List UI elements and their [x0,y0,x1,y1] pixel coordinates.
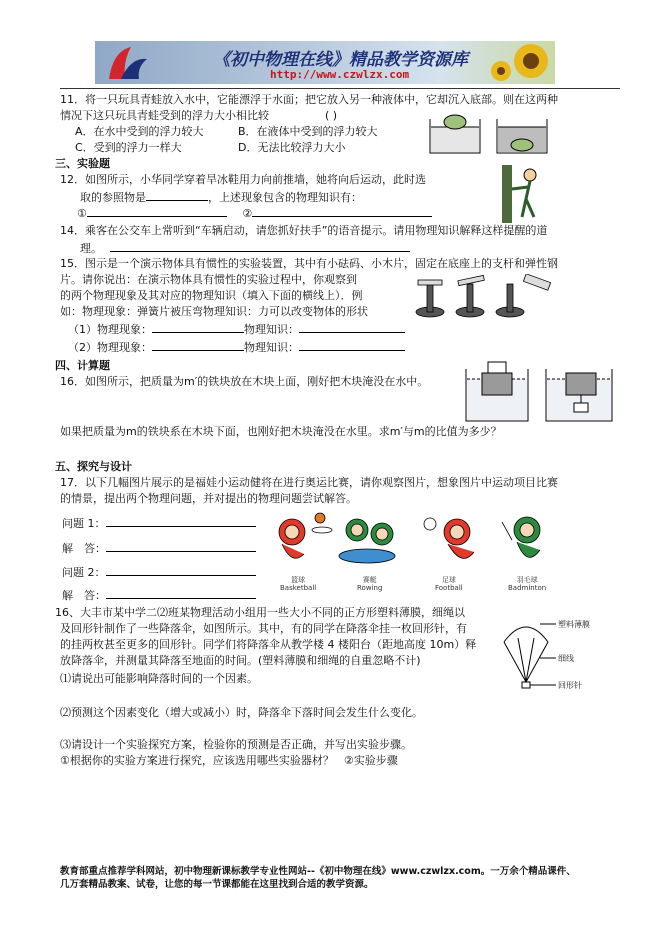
sport-badminton-en: Badminton [508,584,547,592]
q15-line4: 如：物理现象：弹簧片被压弯物理知识：力可以改变物体的形状 [60,305,368,318]
q12-line2 [80,189,362,205]
q11-line2: 情况下这只玩具青蛙受到的浮力大小相比较 [60,109,269,122]
sport-label-football [435,576,463,592]
section-4-title: 四、计算题 [55,359,110,372]
q15-row1-knowledge-blank[interactable] [299,321,405,333]
q16-line1: 16．如图所示，把质量为m′的铁块放在木块上面，刚好把木块淹没在水中。 [60,375,429,388]
q16-line2: 如果把质量为m的铁块系在木块下面，也刚好把木块淹没在水里。求m′与m的比值为多少？ [60,425,502,438]
section-3-title: 三、实验题 [55,157,110,170]
q15-line1: 15．图示是一个演示物体具有惯性的实验装置，其中有小砝码、小木片，固定在底座上的支杆和弹性钢 [60,257,558,270]
q16b-step-2: ⑵预测这个因素变化（增大或减小）时，降落伞下落时间会发生什么变化。 [60,706,423,719]
q11-paren: ( ) [325,109,338,122]
q17-line1: 17．以下几幅图片展示的是福娃小运动健将在进行奥运比赛，请你观察图片，想象图片中运动项目比赛 [60,476,558,489]
q16b-line1: 16、大丰市某中学二⑵班某物理活动小组用一些大小不同的正方形塑料薄膜，细绳以 [55,606,465,619]
sport-badminton-cn: 羽毛球 [516,576,538,584]
sport-label-rowing [357,576,382,592]
q12-line2-prefix: 取的参照物是 [80,191,146,204]
q16b-line2: 及回形针制作了一些降落伞，如图所示。其中，有的同学在降落伞挂一枚回形针，有 [60,622,467,635]
q17-answer-1-label: 解 答： [62,542,106,555]
q14-line2 [80,240,410,256]
q16b-step-4a: ①根据你的实验方案进行探究，应该选用哪些实验器材？ [60,754,334,767]
inertia-apparatus-figure [412,274,562,318]
section-5-title: 五、探究与设计 [55,460,132,473]
q17-answer-2 [62,587,256,603]
q17-question-1-label: 问题 1： [62,517,106,530]
q12-answer-line [77,205,432,221]
q12-answer-blank[interactable] [146,189,208,201]
q16b-step-3: ⑶请设计一个实验探究方案，检验你的预测是否正确，并写出实验步骤。 [60,738,412,751]
parachute-label-clip: 回形针 [558,681,582,690]
q17-line2: 的情景，提出两个物理问题，并对提出的物理问题尝试解答。 [60,492,357,505]
q12-blank-1[interactable] [87,205,227,217]
sport-label-basketball [280,576,316,592]
q12-line1: 12．如图所示，小华同学穿着旱冰鞋用力向前推墙，她将向后运动，此时选 [60,173,426,186]
q15-row-1 [68,321,405,337]
q12-circle-1: ① [77,207,87,220]
q16b-step-4 [60,754,398,768]
q17-answer-1 [62,540,256,556]
q15-row2-knowledge-label: 物理知识： [244,341,299,354]
q12-blank-2[interactable] [252,205,432,217]
header-rule [60,88,620,89]
q15-row1-phenomenon-label: （1）物理现象： [68,323,152,336]
footer-line1: 教育部重点推荐学科网站，初中物理新课标教学专业性网站--《初中物理在线》www.czwlzx.com。一万余个精品课件、 [60,866,576,877]
q17-answer-1-blank[interactable] [106,540,256,552]
q14-line1: 14．乘客在公交车上常听到“车辆启动，请您抓好扶手”的语音提示。请用物理知识解释这样提醒的道 [60,224,548,237]
q15-row1-phenomenon-blank[interactable] [152,321,244,333]
q15-line2: 片。请你说出：在演示物体具有惯性的实验过程中，你观察到 [60,273,357,286]
q12-line2-suffix: ，上述现象包含的物理知识有： [208,191,362,204]
q16b-line4: 放降落伞，并测量其降落至地面的时间。(塑料薄膜和细绳的自重忽略不计) [60,654,421,667]
q15-row2-phenomenon-label: （2）物理现象： [68,341,152,354]
frog-beakers-figure [425,107,550,155]
q12-circle-2: ② [242,207,253,220]
q15-row-2 [68,339,405,355]
sport-basketball-cn: 篮球 [291,576,306,584]
q17-answer-2-blank[interactable] [106,587,256,599]
page-footer [60,865,620,891]
q17-question-2-blank[interactable] [106,564,256,576]
site-logo-icon [101,43,151,83]
q17-question-2 [62,564,256,580]
q15-row2-phenomenon-blank[interactable] [152,339,244,351]
q17-question-1-blank[interactable] [106,515,256,527]
wood-iron-water-figure [462,359,622,423]
q15-line3: 的两个物理现象及其对应的物理知识（填入下面的横线上）．例 [60,289,363,302]
sunflower-icon [491,41,555,84]
q14-answer-blank[interactable] [110,240,410,252]
q11-option-a: A．在水中受到的浮力较大 [75,125,204,138]
sport-rowing-en: Rowing [357,584,383,592]
sport-basketball-en: Basketball [280,584,317,592]
q11-option-b: B．在液体中受到的浮力较大 [238,125,378,138]
parachute-figure [496,612,616,698]
sport-football-en: Football [435,584,463,592]
sport-label-badminton [508,576,546,592]
sport-football-cn: 足球 [441,576,456,584]
skater-pushing-wall-figure [500,165,548,223]
q17-answer-2-label: 解 答： [62,589,106,602]
banner-title: 《初中物理在线》精品教学资源库 [213,50,468,70]
q17-question-2-label: 问题 2： [62,566,106,579]
q15-row2-knowledge-blank[interactable] [299,339,405,351]
q16b-line3: 的挂两枚甚至更多的回形针。同学们将降落伞从教学楼 4 楼阳台（距地高度 10m）释 [60,638,477,651]
banner-url[interactable]: http://www.czwlzx.com [270,68,410,81]
q11-option-c: C．受到的浮力一样大 [75,141,182,154]
parachute-label-film: 塑料薄膜 [558,620,590,629]
q15-row1-knowledge-label: 物理知识： [244,323,299,336]
sport-rowing-cn: 赛艇 [362,576,377,584]
q14-line2-text: 理。 [80,242,102,255]
footer-line2: 几万套精品教案、试卷，让您的每一节课都能在这里找到合适的教学资源。 [60,879,374,890]
q11-option-d: D．无法比较浮力大小 [238,141,346,154]
parachute-label-string: 细线 [558,654,574,663]
header-banner [95,41,555,84]
q16b-step-4b: ②实验步骤 [343,754,398,767]
q16b-step-1: ⑴请说出可能影响降落时间的一个因素。 [60,672,258,685]
q17-question-1 [62,515,256,531]
fuwa-sports-figure [262,510,562,576]
q11-line1: 11．将一只玩具青蛙放入水中，它能漂浮于水面；把它放入另一种液体中，它却沉入底部。则在这两种 [60,93,558,106]
